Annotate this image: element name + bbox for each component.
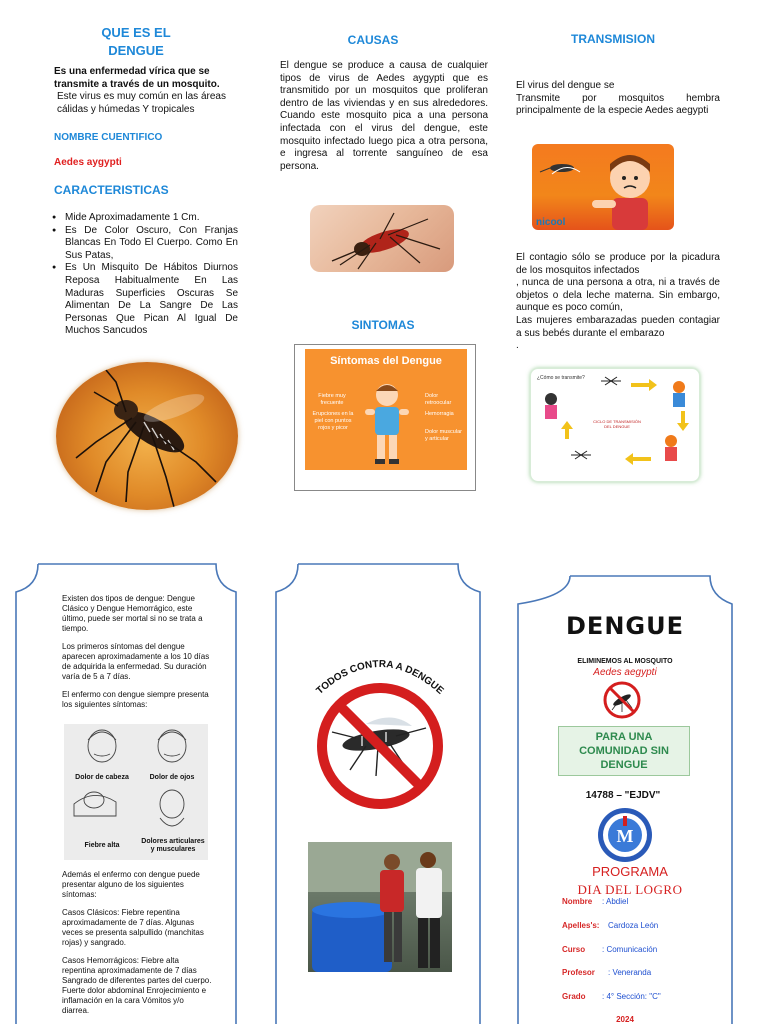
field-label: Apelles's:	[562, 921, 600, 930]
field-course	[562, 945, 657, 954]
community-banner	[558, 726, 690, 776]
transmission-line-b: Transmite por mosquitos hembra principalmente de la especie Aedes aegypti	[516, 92, 720, 117]
features-list	[52, 212, 238, 338]
diagram-center: CICLO DE TRANSMISIÓN DEL DENGUE	[593, 419, 641, 429]
causes-heading: CAUSAS	[347, 33, 399, 47]
water-tank-photo	[308, 842, 452, 972]
causes-text: El dengue se produce a causa de cualquier tipos de virus de Aedes aygypti que es transmitido por un mosquitos que proliferan dentro de las viviendas y en sus alrededores. Cuando este mosquito pica a una persona infectada con el virus del dengue, este mosquito infectado luego pica a otra persona, e ingresa al torrente sanguíneo de esa persona.	[280, 60, 488, 172]
transmission-line-a: El virus del dengue se	[516, 80, 615, 91]
symptom-label-fever: Fiebre alta	[84, 842, 120, 849]
panel-info-p1: Existen dos tipos de dengue: Dengue Clásico y Dengue Hemorrágico, este último, puede ser mortal si no se trata a tiempo.	[62, 594, 203, 633]
mosquito-bite-cartoon	[532, 144, 674, 230]
symptoms-heading: SINTOMAS	[351, 318, 415, 332]
sci-name-heading: NOMBRE CUENTIFICO	[54, 132, 163, 143]
eliminate-text: ELIMINEMOS AL MOSQUITO	[577, 658, 673, 665]
infographic-right-1: Dolor retroocular	[425, 393, 452, 406]
infographic-left-2: Erupciones en la piel con puntos rojos y picor	[312, 411, 354, 431]
feature-item: ● Es De Color Oscuro, Con Franjas Blancas En Todo El Cuerpo. Como En Sus Patas,	[52, 225, 238, 263]
infographic-footer	[305, 470, 467, 484]
col1-title: QUE ES EL DENGUE	[101, 25, 171, 58]
sci-name: Aedes aygypti	[54, 157, 122, 168]
no-mosquito-small-icon	[600, 680, 644, 720]
cover-title: DENGUE	[566, 612, 684, 640]
year-text: 2024	[616, 1015, 634, 1024]
pregnancy-text: Las mujeres embarazadas pueden contagiar a sus bebés durante el embarazo	[516, 314, 720, 339]
transmission-cycle-diagram	[530, 368, 700, 482]
field-value: : Abdiel	[602, 897, 629, 906]
mosquito-icon	[310, 205, 454, 272]
people-tank-icon	[308, 842, 452, 972]
symptom-label-joint: Dolores articulares y musculares	[141, 838, 205, 853]
panel-info-p6: Casos Hemorrágicos: Fiebre alta repentina aproximadamente de 7 días Sangrado de diferentes partes del cuerpo. Fuerte dolor abdominal Enrojecimiento e inflamación en la cara Vómitos y/o diarrea.	[62, 956, 212, 1015]
infographic-right-3: Dolor muscular y articular	[425, 429, 462, 442]
feature-item: ● Mide Aproximadamente 1 Cm.	[52, 212, 238, 225]
event-text: DIA DEL LOGRO	[577, 882, 683, 897]
field-value: Cardoza León	[608, 921, 659, 930]
campaign-arc-text: TODOS CONTRA A DENGUE	[314, 658, 446, 697]
panel-info-2	[62, 870, 212, 1016]
infographic-right-2: Hemorragia	[425, 411, 454, 417]
community-text: PARA UNA COMUNIDAD SIN DENGUE	[579, 731, 669, 771]
contagion-text-2: , nunca de una persona a otra, ni a través de objetos o dela leche materna. Sin embargo, aunque es poco común,	[516, 277, 720, 314]
banner-caption: nicool	[536, 217, 566, 228]
field-value: : Comunicación	[602, 945, 658, 954]
field-surname	[562, 921, 658, 930]
transmission-text-1	[516, 80, 720, 118]
infographic-title: Síntomas del Dengue	[330, 355, 442, 367]
symptoms-infographic	[294, 344, 476, 491]
school-emblem-icon	[596, 806, 654, 864]
field-value: : Veneranda	[608, 968, 652, 977]
field-teacher	[562, 968, 651, 977]
period-text: .	[516, 340, 519, 352]
symptom-label-eyes: Dolor de ojos	[149, 774, 195, 781]
diagram-question: ¿Cómo se transmite?	[537, 375, 585, 381]
col1-intro	[54, 66, 250, 116]
field-label: Grado	[562, 992, 586, 1001]
infographic-left-1: Fiebre muy frecuente	[318, 393, 346, 406]
program-text: PROGRAMA	[592, 864, 668, 879]
field-label: Nombre	[562, 897, 593, 906]
panel-info	[62, 594, 210, 710]
panel-info-p3: El enfermo con dengue siempre presenta los siguientes síntomas:	[62, 690, 209, 709]
panel-info-p2: Los primeros síntomas del dengue aparecen aproximadamente a los 10 días de adquirida la enfermedad. Su duración varía de 5 a 7 días.	[62, 642, 210, 681]
symptom-label-headache: Dolor de cabeza	[75, 774, 129, 781]
svg-text:M: M	[616, 826, 634, 846]
mosquito-oval-image	[56, 362, 238, 510]
field-value: : 4° Sección: "C"	[602, 992, 661, 1001]
mosquito-icon	[56, 362, 238, 510]
features-heading: CARACTERISTICAS	[54, 183, 169, 197]
infographic-body	[305, 349, 467, 484]
sick-person-icon	[357, 379, 417, 469]
panel-info-p5: Casos Clásicos: Fiebre repentina aproximadamente de 7 días. Algunas veces se presenta salpullido (manchitas rojas) y sangrado.	[62, 908, 204, 947]
no-mosquito-sign	[296, 640, 464, 810]
species-text: Aedes aegypti	[593, 667, 657, 678]
transmission-heading: TRANSMISION	[571, 32, 655, 46]
col1-intro-bold: Es una enfermedad vírica que se transmite a través de un mosquito.	[54, 66, 220, 90]
field-name	[562, 897, 628, 906]
school-code: 14788 – "EJDV"	[585, 790, 661, 801]
contagion-text: El contagio sólo se produce por la picadura de los mosquitos infectados	[516, 252, 720, 276]
field-grade	[562, 992, 661, 1001]
transmission-text-2	[516, 252, 720, 353]
mosquito-skin-photo	[310, 205, 454, 272]
field-label: Profesor	[562, 968, 595, 977]
feature-item: ● Es Un Misquito De Hábitos Diurnos Reposa Habitualmente En Las Maduras Superficies Oscuras Se Alimentan De La Sangre De Las Personas Que Pican Al Igual De Muchos Sancudos	[52, 262, 238, 338]
symptoms-sketch-grid	[64, 724, 208, 860]
cycle-arrows-icon	[531, 369, 701, 483]
panel-info-p4: Además el enfermo con dengue puede presentar alguno de los siguientes síntomas:	[62, 870, 200, 899]
field-label: Curso	[562, 945, 586, 954]
col1-intro-text: Este virus es muy común en las áreas cálidas y húmedas Y tropicales	[57, 91, 226, 115]
